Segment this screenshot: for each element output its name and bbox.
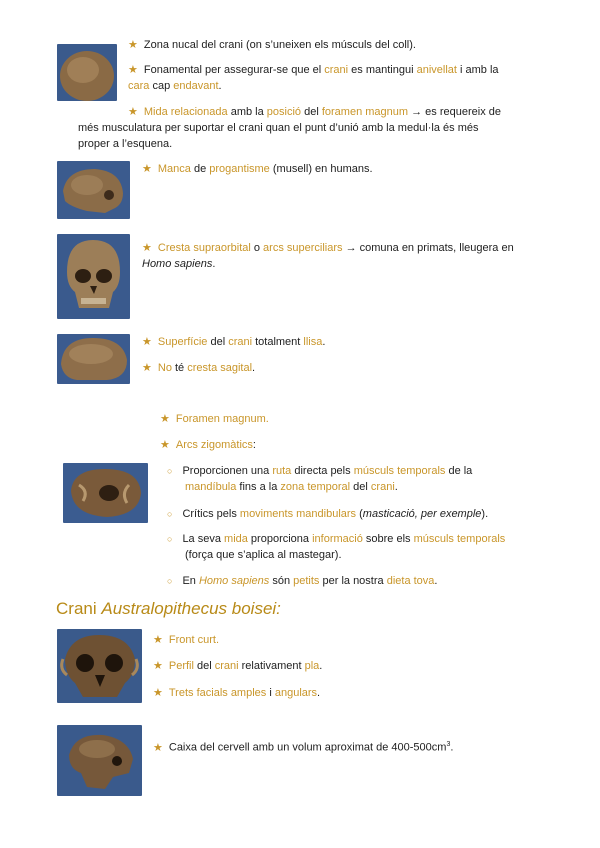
highlight: llisa [303, 336, 323, 348]
highlight: Arcs zigomàtics [175, 439, 253, 451]
text: i amb la [456, 64, 499, 76]
highlight: arcs superciliars [263, 242, 343, 254]
text: → comuna en primats, lleugera en [342, 242, 514, 254]
highlight: mandíbula [185, 481, 237, 493]
heading-plain: Crani [56, 599, 102, 618]
highlight: posició [266, 106, 302, 118]
text: de la [445, 465, 473, 477]
text: i [266, 687, 275, 699]
bullet-prognathism [142, 161, 373, 177]
subbullet-homo-sapiens [167, 573, 437, 589]
highlight: ruta [272, 465, 292, 477]
text: . [317, 687, 321, 699]
bullet-no-sagittal [142, 360, 255, 376]
star-bullet-icon: ★ [160, 439, 170, 451]
highlight: endavant [173, 80, 219, 92]
text: . [212, 258, 216, 270]
circle-bullet-icon: ○ [167, 466, 173, 476]
text: En [182, 575, 199, 587]
text: fins a la [236, 481, 281, 493]
highlight: músculs temporals [413, 533, 506, 545]
highlight: petits [293, 575, 320, 587]
highlight: Front curt. [168, 634, 219, 646]
bullet-nuchal-zone [128, 37, 416, 53]
subbullet-critical [167, 506, 488, 522]
text: Proporcionen una [182, 465, 273, 477]
text: o [250, 242, 264, 254]
text: (força que s’aplica al mastegar). [185, 549, 342, 561]
highlight: Superfície [157, 336, 208, 348]
skull-image-top-view [57, 44, 117, 101]
highlight: No [157, 362, 172, 374]
bullet-zygomatic [160, 437, 256, 453]
star-bullet-icon: ★ [153, 741, 163, 754]
text: . [434, 575, 438, 587]
text: de [190, 163, 210, 175]
highlight: informació [312, 533, 363, 545]
bullet-fundamental [128, 62, 548, 94]
bullet-flat-profile [153, 658, 322, 674]
highlight: angulars [274, 687, 318, 699]
text: La seva [182, 533, 225, 545]
text: : [252, 439, 256, 451]
highlight: progantisme [209, 163, 270, 175]
italic-term: Homo sapiens [142, 258, 213, 270]
highlight: moviments mandibulars [239, 508, 357, 520]
circle-bullet-icon: ○ [167, 576, 173, 586]
star-bullet-icon: ★ [142, 362, 152, 374]
highlight: Perfil [168, 660, 194, 672]
star-bullet-icon: ★ [128, 106, 138, 118]
highlight: dieta tova [386, 575, 435, 587]
highlight: Foramen magnum. [175, 413, 269, 425]
star-bullet-icon: ★ [153, 660, 163, 672]
subbullet-route [167, 463, 567, 495]
highlight: pla [304, 660, 320, 672]
text: Fonamental per assegurar-se que el [143, 64, 325, 76]
highlight: anivellat [416, 64, 457, 76]
star-bullet-icon: ★ [128, 64, 138, 76]
text: ( [356, 508, 363, 520]
star-bullet-icon: ★ [142, 242, 152, 254]
highlight: cara [128, 80, 150, 92]
highlight: mida [224, 533, 248, 545]
highlight: Manca [157, 163, 191, 175]
star-bullet-icon: ★ [160, 413, 170, 425]
text: per la nostra [319, 575, 387, 587]
italic-term: masticació, per exemple [362, 508, 482, 520]
text: (musell) en humans. [269, 163, 373, 175]
star-bullet-icon: ★ [128, 39, 138, 51]
text: es mantingui [348, 64, 417, 76]
heading-italic: Australopithecus boisei: [101, 599, 281, 618]
text: més musculatura per suportar el crani quan el punt d’unió amb la medul·la és més [78, 122, 479, 134]
star-bullet-icon: ★ [153, 687, 163, 699]
highlight: crani [214, 660, 239, 672]
star-bullet-icon: ★ [142, 163, 152, 175]
skull-image-smooth-view [57, 334, 130, 384]
text: del [350, 481, 371, 493]
highlight: músculs temporals [353, 465, 446, 477]
bullet-size-related [78, 104, 548, 152]
highlight: crani [324, 64, 349, 76]
text: → es requereix de [408, 106, 501, 118]
star-bullet-icon: ★ [142, 336, 152, 348]
highlight: zona temporal [280, 481, 351, 493]
text: cap [149, 80, 174, 92]
text: totalment [252, 336, 304, 348]
text: són [269, 575, 294, 587]
highlight: cresta sagital [187, 362, 253, 374]
circle-bullet-icon: ○ [167, 509, 173, 519]
text: sobre els [362, 533, 414, 545]
bullet-brain-volume [153, 737, 453, 756]
skull-image-boisei-front [57, 629, 142, 703]
text: té [171, 362, 188, 374]
skull-image-side-view [57, 161, 130, 219]
text: . [322, 336, 326, 348]
highlight: Cresta supraorbital [157, 242, 251, 254]
text: . [218, 80, 222, 92]
circle-bullet-icon: ○ [167, 534, 173, 544]
text: directa pels [291, 465, 354, 477]
bullet-smooth-surface [142, 334, 325, 350]
highlight: Mida relacionada [143, 106, 228, 118]
text: del [207, 336, 229, 348]
skull-image-base-view [63, 463, 148, 523]
text: del [193, 660, 215, 672]
text: del [301, 106, 322, 118]
star-bullet-icon: ★ [153, 634, 163, 646]
highlight: crani [228, 336, 253, 348]
text: Zona nucal del crani (on s’uneixen els músculs del coll). [143, 39, 416, 51]
text: proporciona [247, 533, 313, 545]
superscript: 3 [446, 741, 451, 748]
text: . [394, 481, 398, 493]
skull-image-boisei-side [57, 725, 142, 796]
text: . [252, 362, 256, 374]
text: . [319, 660, 323, 672]
bullet-supraorbital [142, 240, 562, 272]
bullet-short-front [153, 632, 219, 648]
bullet-facial-traits [153, 685, 320, 701]
highlight: foramen magnum [321, 106, 409, 118]
text: proper a l’esquena. [78, 138, 173, 150]
subbullet-size [167, 531, 567, 563]
text: amb la [227, 106, 267, 118]
text: Caixa del cervell amb un volum aproximat de 400-500cm [168, 741, 447, 754]
text: relativament [238, 660, 305, 672]
text: . [450, 741, 454, 754]
bullet-foramen [160, 411, 269, 427]
section-heading [56, 599, 281, 619]
text: Crítics pels [182, 508, 240, 520]
highlight: crani [370, 481, 395, 493]
text: ). [481, 508, 489, 520]
skull-image-front-view [57, 234, 130, 319]
highlight: Trets facials amples [168, 687, 267, 699]
italic-term: Homo sapiens [198, 575, 270, 587]
